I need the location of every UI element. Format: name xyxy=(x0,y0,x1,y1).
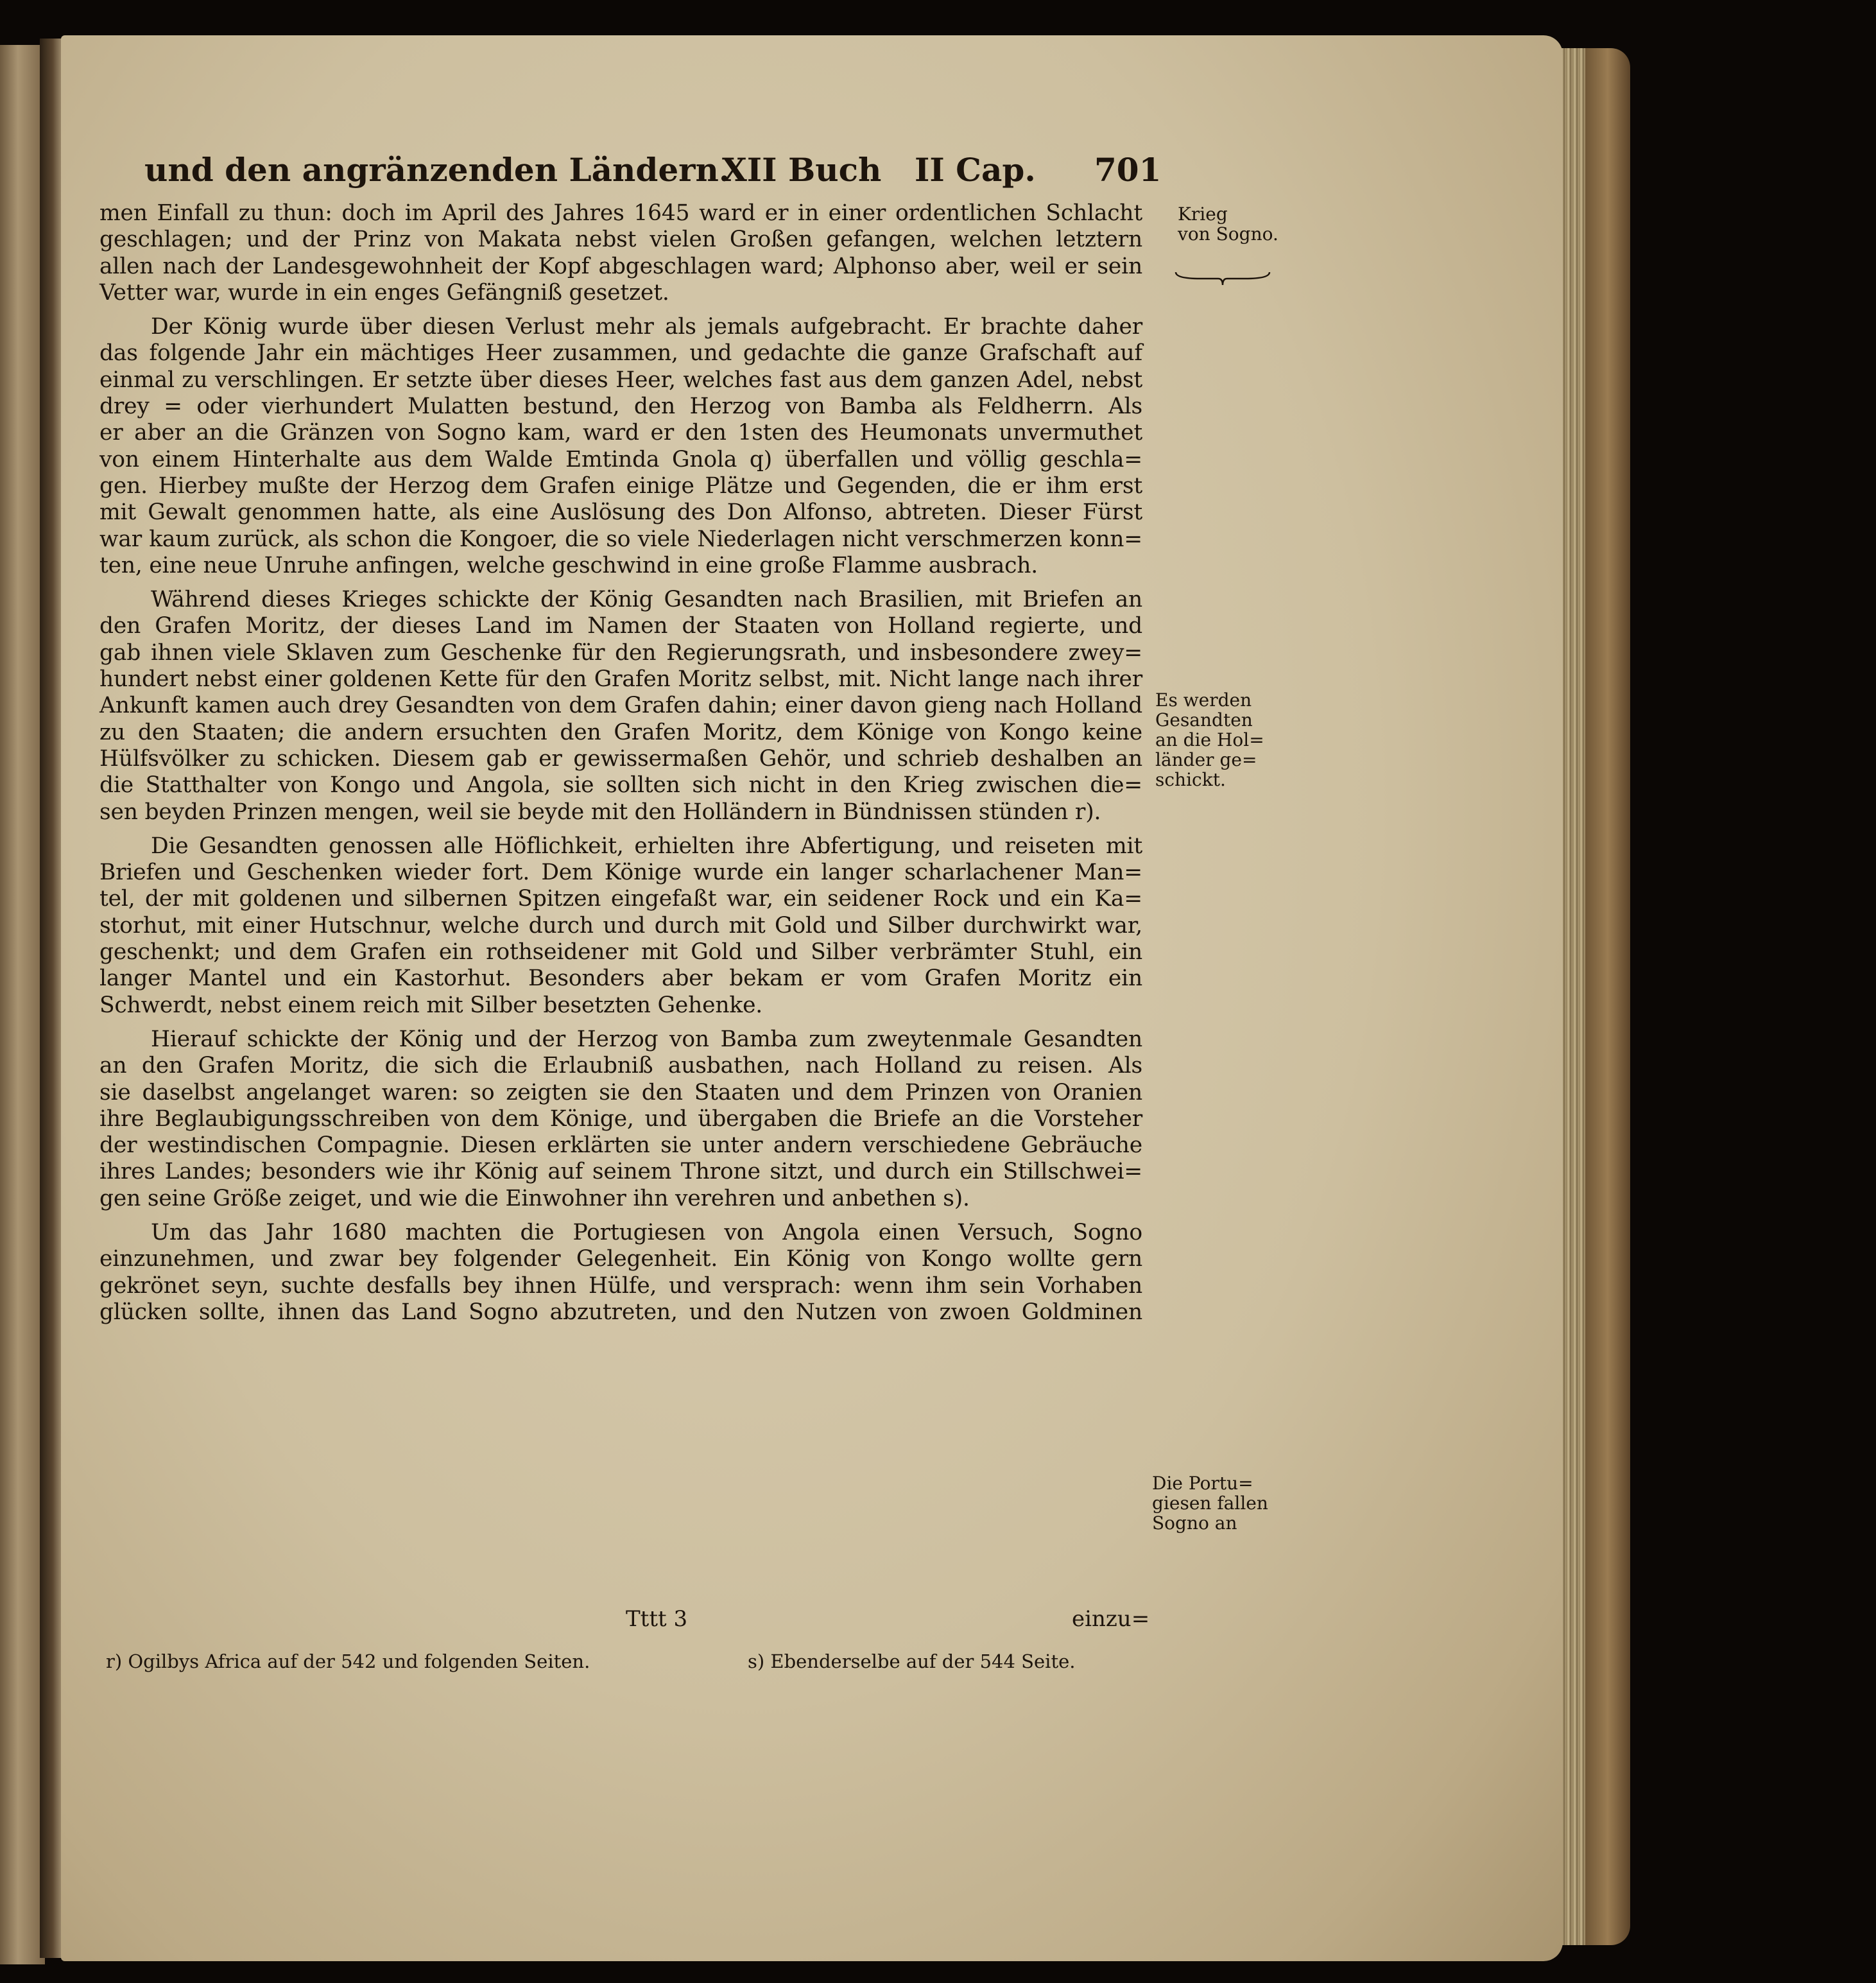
paragraph xyxy=(99,833,1142,1019)
text-line: tel, der mit goldenen und silbernen Spitzen eingefaßt war, ein seidener Rock und ein Ka= xyxy=(99,886,1142,912)
paragraph xyxy=(99,200,1142,306)
text-line: Der König wurde über diesen Verlust mehr als jemals aufgebracht. Er brachte daher xyxy=(151,314,1142,340)
text-line: men Einfall zu thun: doch im April des Jahres 1645 ward er in einer ordentlichen Schlacht xyxy=(99,200,1142,226)
chapter-number: II Cap. xyxy=(915,151,1036,189)
text-line: an den Grafen Moritz, die sich die Erlaubniß ausbathen, nach Holland zu reisen. Als xyxy=(99,1053,1142,1079)
marginal-line: Krieg xyxy=(1178,203,1228,225)
facing-page-edge xyxy=(0,45,45,1964)
text-line: ten, eine neue Unruhe anfingen, welche geschwind in eine große Flamme ausbrach. xyxy=(99,552,1038,578)
text-line: sie daselbst angelanget waren: so zeigten sie den Staaten und dem Prinzen von Oranien xyxy=(99,1079,1142,1105)
footnote-s: s) Ebenderselbe auf der 544 Seite. xyxy=(748,1650,1076,1672)
text-line: die Statthalter von Kongo und Angola, sie sollten sich nicht in den Krieg zwischen die= xyxy=(99,772,1142,799)
text-line: von einem Hinterhalte aus dem Walde Emtinda Gnola q) überfallen und völlig geschla= xyxy=(99,446,1142,472)
text-line: gen seine Größe zeiget, und wie die Einwohner ihn verehren und anbethen s). xyxy=(99,1185,970,1211)
text-line: Briefen und Geschenken wieder fort. Dem Könige wurde ein langer scharlachener Man= xyxy=(99,860,1142,886)
marginal-line: giesen fallen xyxy=(1152,1493,1268,1514)
text-line: glücken sollte, ihnen das Land Sogno abzutreten, und den Nutzen von zwoen Goldminen xyxy=(99,1299,1142,1325)
marginal-note-2 xyxy=(1155,690,1264,790)
text-line: sen beyden Prinzen mengen, weil sie beyde mit den Holländern in Bündnissen stünden r). xyxy=(99,799,1101,825)
marginal-line: Die Portu= xyxy=(1152,1473,1253,1494)
marginal-line: Gesandten xyxy=(1155,709,1253,731)
text-line: er aber an die Gränzen von Sogno kam, ward er den 1sten des Heumonats unvermuthet xyxy=(99,420,1142,446)
text-line: Während dieses Krieges schickte der König Gesandten nach Brasilien, mit Briefen an xyxy=(151,587,1142,613)
text-line: Hülfsvölker zu schicken. Diesem gab er gewissermaßen Gehör, und schrieb deshalben an xyxy=(99,745,1142,772)
signature-line xyxy=(99,1605,1150,1634)
text-line: storhut, mit einer Hutschnur, welche durch und durch mit Gold und Silber durchwirkt war, xyxy=(99,912,1142,939)
footnotes xyxy=(106,1647,1146,1676)
signature-mark: Tttt 3 xyxy=(626,1606,688,1632)
text-line: das folgende Jahr ein mächtiges Heer zusammen, und gedachte die ganze Grafschaft auf xyxy=(99,340,1142,367)
brace-ornament xyxy=(1175,271,1271,286)
text-line: war kaum zurück, als schon die Kongoer, die so viele Niederlagen nicht verschmerzen konn= xyxy=(99,526,1142,552)
text-line: geschenkt; und dem Grafen ein rothseidener mit Gold und Silber verbrämter Stuhl, ein xyxy=(99,939,1142,966)
marginal-line: Sogno an xyxy=(1152,1512,1237,1534)
text-line: ihre Beglaubigungsschreiben von dem Könige, und übergaben die Briefe an die Vorsteher xyxy=(99,1105,1142,1132)
marginal-line: von Sogno. xyxy=(1178,223,1278,245)
paragraph xyxy=(99,1026,1142,1212)
marginal-line: schickt. xyxy=(1155,769,1226,790)
text-line: hundert nebst einer goldenen Kette für den Grafen Moritz selbst, mit. Nicht lange nach ihrer xyxy=(99,666,1142,693)
text-line: Um das Jahr 1680 machten die Portugiesen von Angola einen Versuch, Sogno xyxy=(151,1219,1142,1245)
paragraph xyxy=(99,587,1142,826)
text-line: allen nach der Landesgewohnheit der Kopf abgeschlagen ward; Alphonso aber, weil er sein xyxy=(99,253,1142,279)
text-line: gen. Hierbey mußte der Herzog dem Grafen einige Plätze und Gegenden, die er ihm erst xyxy=(99,472,1142,499)
text-line: Schwerdt, nebst einem reich mit Silber besetzten Gehenke. xyxy=(99,992,763,1018)
catchword: einzu= xyxy=(1072,1606,1150,1632)
paragraph xyxy=(99,314,1142,579)
text-line: einmal zu verschlingen. Er setzte über dieses Heer, welches fast aus dem ganzen Adel, nebst xyxy=(99,367,1142,393)
text-line: der westindischen Compagnie. Diesen erklärten sie unter andern verschiedene Gebräuche xyxy=(99,1132,1142,1159)
text-line: geschlagen; und der Prinz von Makata nebst vielen Großen gefangen, welchen letztern xyxy=(99,227,1142,253)
marginal-note-1 xyxy=(1178,204,1278,244)
text-line: drey = oder vierhundert Mulatten bestund, den Herzog von Bamba als Feldherrn. Als xyxy=(99,394,1142,420)
page-number: 701 xyxy=(1094,151,1162,189)
text-line: Ankunft kamen auch drey Gesandten von dem Grafen dahin; einer davon gieng nach Holland xyxy=(99,693,1142,719)
text-line: Hierauf schickte der König und der Herzog von Bamba zum zweytenmale Gesandten xyxy=(151,1026,1142,1052)
body-text xyxy=(99,200,1142,1326)
marginal-line: Es werden xyxy=(1155,689,1252,711)
text-line: langer Mantel und ein Kastorhut. Besonders aber bekam er vom Grafen Moritz ein xyxy=(99,966,1142,992)
text-line: einzunehmen, und zwar bey folgender Gelegenheit. Ein König von Kongo wollte gern xyxy=(99,1246,1142,1272)
text-line: den Grafen Moritz, der dieses Land im Namen der Staaten von Holland regierte, und xyxy=(99,613,1142,639)
paragraph xyxy=(99,1220,1142,1326)
running-header xyxy=(144,144,1162,196)
book-cover-edge xyxy=(1585,48,1630,1945)
text-line: gekrönet seyn, suchte desfalls bey ihnen Hülfe, und versprach: wenn ihm sein Vorhaben xyxy=(99,1272,1142,1299)
running-title: und den angränzenden Ländern. xyxy=(144,151,730,189)
marginal-line: an die Hol= xyxy=(1155,729,1264,750)
footnote-r: r) Ogilbys Africa auf der 542 und folgenden Seiten. xyxy=(106,1650,590,1672)
text-line: gab ihnen viele Sklaven zum Geschenke für den Regierungsrath, und insbesondere zwey= xyxy=(99,639,1142,666)
marginal-line: länder ge= xyxy=(1155,749,1257,770)
text-line: Vetter war, wurde in ein enges Gefängniß gesetzet. xyxy=(99,279,669,306)
text-line: mit Gewalt genommen hatte, als eine Auslösung des Don Alfonso, abtreten. Dieser Fürst xyxy=(99,499,1142,526)
text-line: ihres Landes; besonders wie ihr König auf seinem Throne sitzt, und durch ein Stillschwei= xyxy=(99,1159,1142,1185)
text-line: zu den Staaten; die andern ersuchten den Grafen Moritz, dem Könige von Kongo keine xyxy=(99,719,1142,745)
marginal-note-3 xyxy=(1152,1473,1268,1533)
text-line: Die Gesandten genossen alle Höflichkeit, erhielten ihre Abfertigung, und reiseten mit xyxy=(151,833,1142,859)
book-number: XII Buch xyxy=(722,151,882,189)
